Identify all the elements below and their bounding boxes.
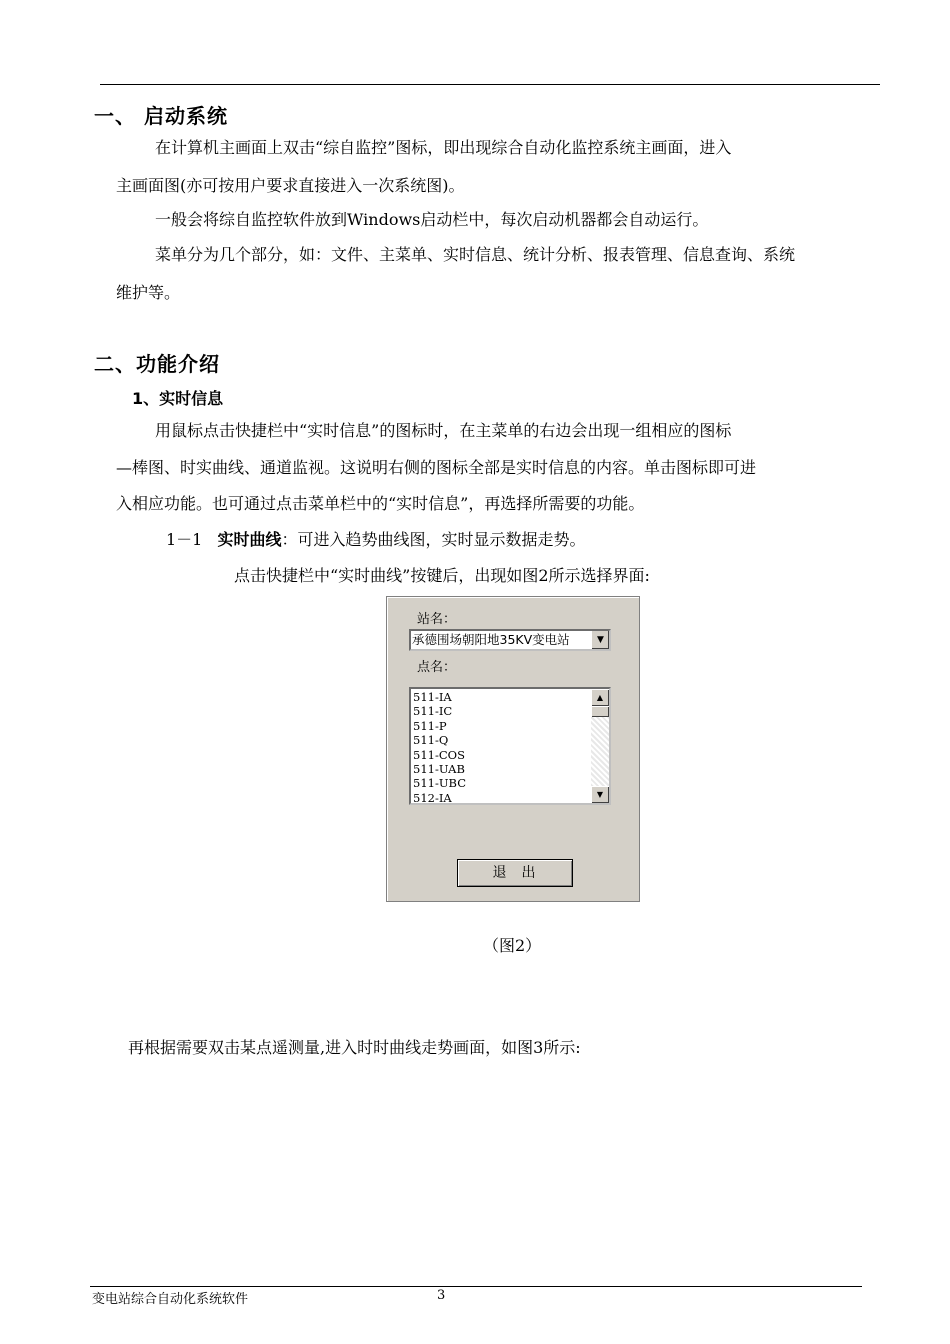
arrow-up-icon: ▲ [596,693,604,702]
list-item[interactable]: 511-UAB [413,762,465,777]
point-listbox[interactable] [409,687,611,805]
list-item[interactable]: 511-IA [413,690,452,704]
chevron-down-icon: ▼ [597,635,604,645]
figure-caption: （图2） [483,936,542,955]
paragraph-dialog-intro: 点击快捷栏中“实时曲线”按键后，出现如图2所示选择界面: [234,566,650,585]
point-select-dialog [386,596,640,902]
list-item[interactable]: 511-UBC [413,776,466,791]
page-number: 3 [437,1288,446,1303]
scroll-thumb[interactable] [591,706,609,717]
footer-title: 变电站综合自动化系统软件 [92,1292,249,1307]
paragraph-realtime-line1: 用鼠标点击快捷栏中“实时信息”的图标时，在主菜单的右边会出现一组相应的图标 [155,421,732,440]
paragraph-realtime-line2: —棒图、时实曲线、通道监视。这说明右侧的图标全部是实时信息的内容。单击图标即可进 [116,458,757,477]
exit-button[interactable]: 退 出 [457,859,573,887]
point-list [413,690,466,805]
paragraph-startup-2: 一般会将综自监控软件放到Windows启动栏中，每次启动机器都会自动运行。 [155,210,709,229]
paragraph-startup-1-line2: 主画面图(亦可按用户要求直接进入一次系统图)。 [116,176,465,195]
scroll-down-button[interactable] [591,786,609,803]
item-number: 1－1 [166,530,203,549]
subsection-heading-realtime: 1、实时信息 [132,389,224,408]
section-heading-functions: 二、功能介绍 [94,352,220,376]
paragraph-startup-3-line1: 菜单分为几个部分，如：文件、主菜单、实时信息、统计分析、报表管理、信息查询、系统 [155,245,796,264]
paragraph-startup-3-line2: 维护等。 [116,283,181,302]
paragraph-startup-1-line1: 在计算机主画面上双击“综自监控”图标，即出现综合自动化监控系统主画面，进入 [155,138,732,157]
point-label: 点名： [417,660,457,675]
list-item[interactable]: 511-COS [413,747,465,762]
list-scrollbar[interactable] [591,689,609,803]
list-item[interactable]: 511-Q [413,733,449,748]
item-title: 实时曲线 [217,530,282,549]
list-item[interactable]: 511-IC [413,704,453,719]
header-rule [100,84,880,85]
footer-rule [90,1286,862,1287]
scroll-up-button[interactable] [591,689,609,706]
list-item[interactable]: 512-IA [413,790,452,805]
station-value: 承德围场朝阳地35KV变电站 [412,632,570,647]
list-item[interactable]: 511-P [413,718,447,733]
paragraph-realtime-line3: 入相应功能。也可通过点击菜单栏中的“实时信息”，再选择所需要的功能。 [116,494,645,513]
item-realtime-curve [166,530,586,550]
station-label: 站名： [417,612,457,627]
combo-dropdown-button[interactable] [591,631,609,649]
item-text: ：可进入趋势曲线图，实时显示数据走势。 [281,530,586,549]
section-heading-startup: 一、 启动系统 [94,104,228,128]
paragraph-closing: 再根据需要双击某点遥测量,进入时时曲线走势画面，如图3所示: [128,1038,581,1057]
arrow-down-icon: ▼ [596,790,604,799]
station-combobox[interactable] [409,629,611,651]
